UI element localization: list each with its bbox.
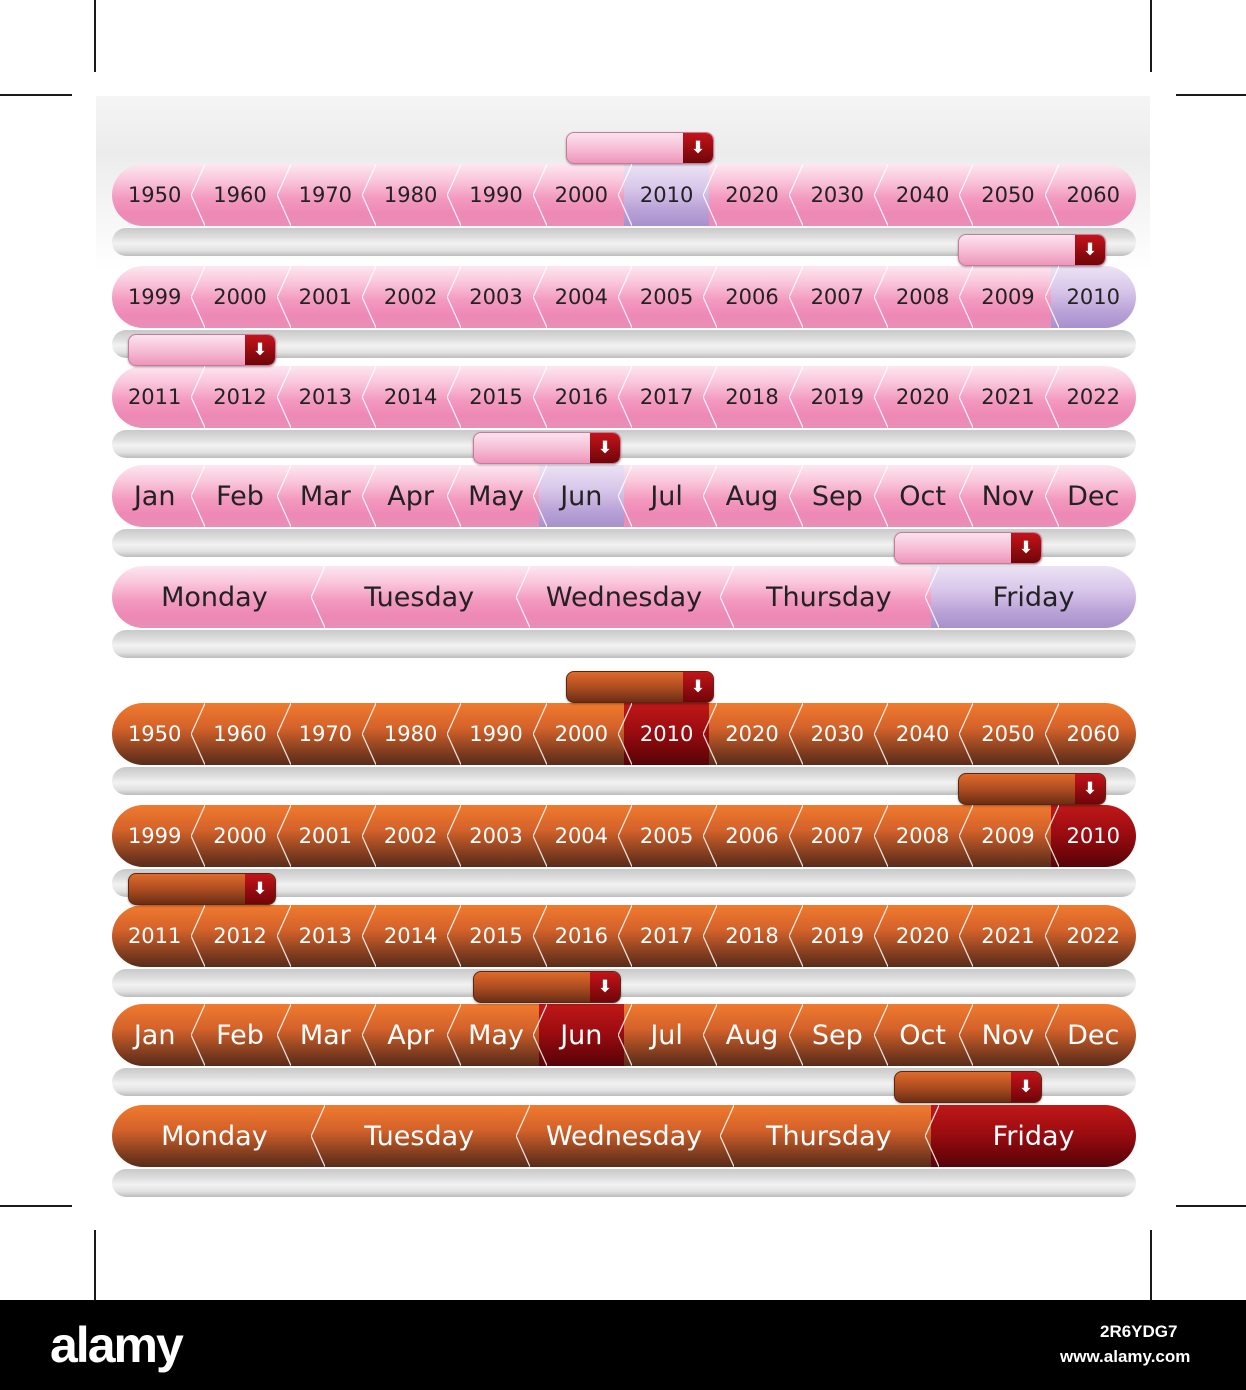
orange-days-segment-tuesday[interactable]: Tuesday [317, 1105, 522, 1167]
pink-months-segment-may[interactable]: May [453, 465, 538, 527]
crop-mark [94, 0, 96, 72]
orange-months-segment-jul[interactable]: Jul [624, 1004, 709, 1066]
orange-days-segment-friday[interactable]: Friday [931, 1105, 1136, 1167]
pink-years-a-segment-2006[interactable]: 2006 [709, 266, 794, 328]
orange-years-a-segment-2007[interactable]: 2007 [795, 805, 880, 867]
pink-years-a-segment-2004[interactable]: 2004 [539, 266, 624, 328]
crop-mark [94, 1230, 96, 1300]
orange-decades-segment-1950[interactable]: 1950 [112, 703, 197, 765]
pink-years-a-segment-2010[interactable]: 2010 [1051, 266, 1136, 328]
footer-image-id: 2R6YDG7 [1100, 1322, 1178, 1341]
pink-years-a-segment-2003[interactable]: 2003 [453, 266, 538, 328]
orange-years-b-segment-2014[interactable]: 2014 [368, 905, 453, 967]
pink-decades-segment-1970[interactable]: 1970 [283, 164, 368, 226]
orange-months-timeline-bar [112, 1004, 1136, 1066]
pink-months-segment-dec[interactable]: Dec [1051, 465, 1136, 527]
orange-years-b-segment-2012[interactable]: 2012 [197, 905, 282, 967]
pink-months-segment-mar[interactable]: Mar [283, 465, 368, 527]
pink-years-a-segment-2002[interactable]: 2002 [368, 266, 453, 328]
pink-years-b-segment-2012[interactable]: 2012 [197, 366, 282, 428]
pink-years-b-segment-2022[interactable]: 2022 [1051, 366, 1136, 428]
pink-months-selector-tab[interactable] [473, 432, 621, 464]
pink-months-segment-jan[interactable]: Jan [112, 465, 197, 527]
arrow-down-icon[interactable]: ⬇ [590, 433, 620, 463]
pink-decades-segment-2060[interactable]: 2060 [1051, 164, 1136, 226]
pink-years-b-segment-2018[interactable]: 2018 [709, 366, 794, 428]
pink-days-shadow [112, 630, 1136, 658]
orange-decades-segment-2010[interactable]: 2010 [624, 703, 709, 765]
orange-months-segment-jan[interactable]: Jan [112, 1004, 197, 1066]
pink-decades-segment-2050[interactable]: 2050 [965, 164, 1050, 226]
orange-months-segment-dec[interactable]: Dec [1051, 1004, 1136, 1066]
crop-mark [1176, 1205, 1246, 1207]
orange-years-b-segment-2019[interactable]: 2019 [795, 905, 880, 967]
pink-decades-segment-2030[interactable]: 2030 [795, 164, 880, 226]
pink-years-a-segment-2007[interactable]: 2007 [795, 266, 880, 328]
crop-mark [1176, 94, 1246, 96]
orange-months-segment-jun[interactable]: Jun [539, 1004, 624, 1066]
pink-years-a-segment-2008[interactable]: 2008 [880, 266, 965, 328]
orange-years-a-segment-2000[interactable]: 2000 [197, 805, 282, 867]
orange-decades-timeline-bar [112, 703, 1136, 765]
pink-days-timeline-bar [112, 566, 1136, 628]
orange-years-a-segment-2003[interactable]: 2003 [453, 805, 538, 867]
orange-months-segment-feb[interactable]: Feb [197, 1004, 282, 1066]
orange-months-segment-apr[interactable]: Apr [368, 1004, 453, 1066]
orange-years-a-segment-2009[interactable]: 2009 [965, 805, 1050, 867]
pink-years-b-segment-2019[interactable]: 2019 [795, 366, 880, 428]
pink-years-b-segment-2021[interactable]: 2021 [965, 366, 1050, 428]
orange-years-a-segment-2001[interactable]: 2001 [283, 805, 368, 867]
orange-years-a-segment-2004[interactable]: 2004 [539, 805, 624, 867]
orange-years-b-segment-2020[interactable]: 2020 [880, 905, 965, 967]
pink-decades-segment-2010[interactable]: 2010 [624, 164, 709, 226]
orange-decades-segment-2030[interactable]: 2030 [795, 703, 880, 765]
arrow-down-icon[interactable]: ⬇ [1075, 774, 1105, 804]
footer-site: www.alamy.com [1060, 1347, 1191, 1366]
pink-decades-segment-1990[interactable]: 1990 [453, 164, 538, 226]
arrow-down-icon[interactable]: ⬇ [1011, 533, 1041, 563]
crop-mark [1150, 0, 1152, 72]
orange-decades-segment-2000[interactable]: 2000 [539, 703, 624, 765]
orange-decades-segment-1960[interactable]: 1960 [197, 703, 282, 765]
orange-years-b-segment-2016[interactable]: 2016 [539, 905, 624, 967]
crop-mark [0, 1205, 72, 1207]
orange-decades-segment-1980[interactable]: 1980 [368, 703, 453, 765]
crop-mark [0, 94, 72, 96]
orange-months-segment-aug[interactable]: Aug [709, 1004, 794, 1066]
pink-months-segment-jul[interactable]: Jul [624, 465, 709, 527]
orange-decades-segment-2020[interactable]: 2020 [709, 703, 794, 765]
orange-decades-segment-2040[interactable]: 2040 [880, 703, 965, 765]
arrow-down-icon[interactable]: ⬇ [1011, 1072, 1041, 1102]
orange-days-shadow [112, 1169, 1136, 1197]
pink-years-a-segment-2001[interactable]: 2001 [283, 266, 368, 328]
orange-months-segment-nov[interactable]: Nov [965, 1004, 1050, 1066]
orange-months-segment-sep[interactable]: Sep [795, 1004, 880, 1066]
pink-years-a-segment-2005[interactable]: 2005 [624, 266, 709, 328]
arrow-down-icon[interactable]: ⬇ [1075, 235, 1105, 265]
pink-months-segment-sep[interactable]: Sep [795, 465, 880, 527]
arrow-down-icon[interactable]: ⬇ [590, 972, 620, 1002]
pink-years-b-timeline-bar [112, 366, 1136, 428]
orange-years-b-segment-2011[interactable]: 2011 [112, 905, 197, 967]
pink-decades-segment-2040[interactable]: 2040 [880, 164, 965, 226]
pink-months-timeline-bar [112, 465, 1136, 527]
orange-decades-selector-tab[interactable] [566, 671, 714, 703]
orange-years-a-segment-2002[interactable]: 2002 [368, 805, 453, 867]
pink-months-segment-nov[interactable]: Nov [965, 465, 1050, 527]
pink-years-a-selector-tab[interactable] [958, 234, 1106, 266]
orange-months-selector-tab[interactable] [473, 971, 621, 1003]
pink-months-segment-apr[interactable]: Apr [368, 465, 453, 527]
orange-days-segment-wednesday[interactable]: Wednesday [522, 1105, 727, 1167]
arrow-down-icon[interactable]: ⬇ [683, 133, 713, 163]
pink-days-segment-wednesday[interactable]: Wednesday [522, 566, 727, 628]
pink-decades-timeline-bar [112, 164, 1136, 226]
pink-days-segment-friday[interactable]: Friday [931, 566, 1136, 628]
orange-days-segment-monday[interactable]: Monday [112, 1105, 317, 1167]
pink-years-a-timeline-bar [112, 266, 1136, 328]
orange-years-b-segment-2018[interactable]: 2018 [709, 905, 794, 967]
pink-months-segment-jun[interactable]: Jun [539, 465, 624, 527]
pink-days-segment-monday[interactable]: Monday [112, 566, 317, 628]
orange-months-segment-oct[interactable]: Oct [880, 1004, 965, 1066]
orange-years-b-shadow [112, 969, 1136, 997]
footer-logo: alamy [50, 1317, 182, 1373]
orange-years-a-selector-tab[interactable] [958, 773, 1106, 805]
footer-bar [0, 1300, 1246, 1390]
orange-decades-segment-1970[interactable]: 1970 [283, 703, 368, 765]
orange-months-segment-may[interactable]: May [453, 1004, 538, 1066]
orange-decades-segment-2050[interactable]: 2050 [965, 703, 1050, 765]
pink-years-b-segment-2013[interactable]: 2013 [283, 366, 368, 428]
pink-decades-selector-tab[interactable] [566, 132, 714, 164]
pink-decades-segment-1960[interactable]: 1960 [197, 164, 282, 226]
pink-years-b-segment-2014[interactable]: 2014 [368, 366, 453, 428]
orange-years-a-segment-2006[interactable]: 2006 [709, 805, 794, 867]
pink-decades-segment-2000[interactable]: 2000 [539, 164, 624, 226]
orange-years-b-selector-tab[interactable] [128, 873, 276, 905]
pink-years-a-segment-2000[interactable]: 2000 [197, 266, 282, 328]
orange-years-a-segment-2005[interactable]: 2005 [624, 805, 709, 867]
orange-years-b-segment-2013[interactable]: 2013 [283, 905, 368, 967]
arrow-down-icon[interactable]: ⬇ [683, 672, 713, 702]
pink-years-a-segment-2009[interactable]: 2009 [965, 266, 1050, 328]
orange-years-b-segment-2017[interactable]: 2017 [624, 905, 709, 967]
orange-years-b-timeline-bar [112, 905, 1136, 967]
pink-months-segment-feb[interactable]: Feb [197, 465, 282, 527]
pink-years-b-segment-2017[interactable]: 2017 [624, 366, 709, 428]
pink-years-b-selector-tab[interactable] [128, 334, 276, 366]
pink-decades-segment-1980[interactable]: 1980 [368, 164, 453, 226]
orange-years-a-segment-2010[interactable]: 2010 [1051, 805, 1136, 867]
orange-years-a-timeline-bar [112, 805, 1136, 867]
pink-days-segment-thursday[interactable]: Thursday [726, 566, 931, 628]
arrow-down-icon[interactable]: ⬇ [245, 874, 275, 904]
orange-days-timeline-bar [112, 1105, 1136, 1167]
orange-decades-segment-2060[interactable]: 2060 [1051, 703, 1136, 765]
orange-months-segment-mar[interactable]: Mar [283, 1004, 368, 1066]
orange-years-b-segment-2021[interactable]: 2021 [965, 905, 1050, 967]
arrow-down-icon[interactable]: ⬇ [245, 335, 275, 365]
orange-years-b-segment-2015[interactable]: 2015 [453, 905, 538, 967]
orange-years-b-segment-2022[interactable]: 2022 [1051, 905, 1136, 967]
pink-years-b-segment-2020[interactable]: 2020 [880, 366, 965, 428]
crop-mark [1150, 1230, 1152, 1300]
pink-years-b-segment-2016[interactable]: 2016 [539, 366, 624, 428]
pink-decades-segment-1950[interactable]: 1950 [112, 164, 197, 226]
orange-days-selector-tab[interactable] [894, 1071, 1042, 1103]
pink-decades-segment-2020[interactable]: 2020 [709, 164, 794, 226]
pink-days-selector-tab[interactable] [894, 532, 1042, 564]
pink-years-b-segment-2011[interactable]: 2011 [112, 366, 197, 428]
orange-decades-segment-1990[interactable]: 1990 [453, 703, 538, 765]
pink-months-segment-aug[interactable]: Aug [709, 465, 794, 527]
pink-years-b-segment-2015[interactable]: 2015 [453, 366, 538, 428]
orange-days-segment-thursday[interactable]: Thursday [726, 1105, 931, 1167]
pink-years-b-shadow [112, 430, 1136, 458]
orange-years-a-segment-2008[interactable]: 2008 [880, 805, 965, 867]
orange-years-a-segment-1999[interactable]: 1999 [112, 805, 197, 867]
pink-days-segment-tuesday[interactable]: Tuesday [317, 566, 522, 628]
pink-years-a-segment-1999[interactable]: 1999 [112, 266, 197, 328]
pink-months-segment-oct[interactable]: Oct [880, 465, 965, 527]
